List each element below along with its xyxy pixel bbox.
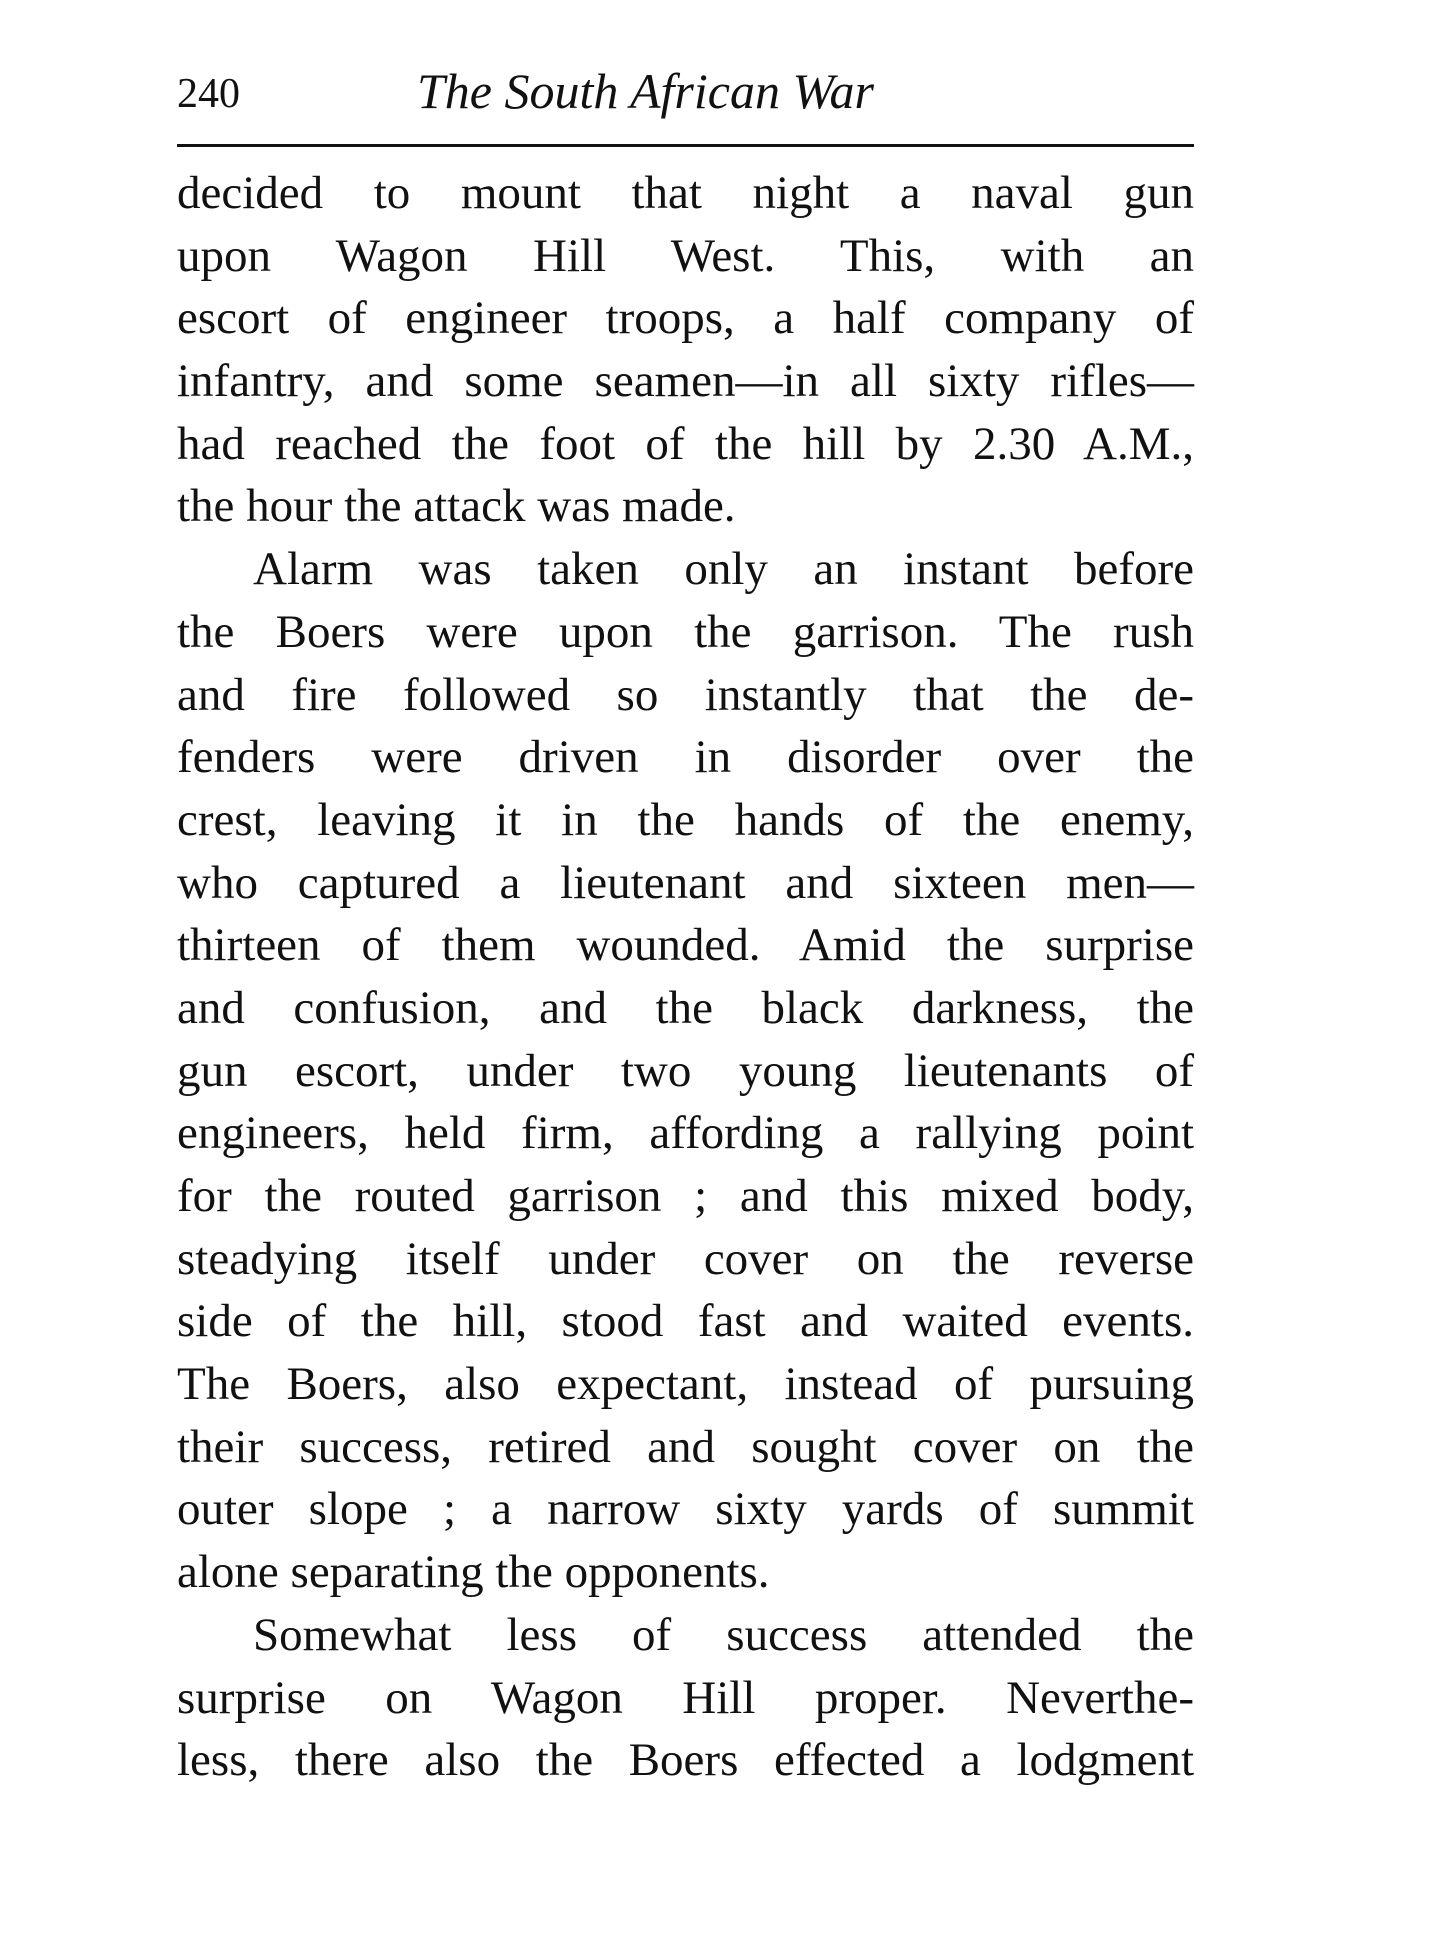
text-line: fenders were driven in disorder over the bbox=[177, 731, 1194, 784]
text-line: the Boers were upon the garrison. The rush bbox=[177, 605, 1194, 658]
text-line: less, there also the Boers effected a lodgment bbox=[177, 1734, 1194, 1787]
text-line: engineers, held firm, affording a rallying point bbox=[177, 1107, 1194, 1160]
body-text bbox=[177, 162, 1194, 1792]
text-line: their success, retired and sought cover on the bbox=[177, 1420, 1194, 1473]
text-line: thirteen of them wounded. Amid the surprise bbox=[177, 919, 1194, 972]
text-line: alone separating the opponents. bbox=[177, 1546, 770, 1599]
text-line: crest, leaving it in the hands of the enemy, bbox=[177, 793, 1194, 846]
text-line: The Boers, also expectant, instead of pursuing bbox=[177, 1358, 1194, 1411]
text-line: outer slope ; a narrow sixty yards of summit bbox=[177, 1483, 1194, 1536]
header-rule bbox=[177, 144, 1194, 147]
text-line: and confusion, and the black darkness, the bbox=[177, 981, 1194, 1034]
text-line: infantry, and some seamen—in all sixty rifles— bbox=[177, 355, 1194, 408]
text-line: Somewhat less of success attended the bbox=[253, 1608, 1194, 1661]
text-line: had reached the foot of the hill by 2.30 A.M., bbox=[177, 417, 1194, 470]
running-title: The South African War bbox=[417, 63, 874, 119]
text-line: gun escort, under two young lieutenants of bbox=[177, 1044, 1194, 1097]
page-number: 240 bbox=[177, 71, 240, 117]
text-line: for the routed garrison ; and this mixed body, bbox=[177, 1170, 1194, 1222]
running-header bbox=[177, 62, 1194, 122]
text-line: surprise on Wagon Hill proper. Neverthe- bbox=[177, 1671, 1194, 1724]
text-line: side of the hill, stood fast and waited events. bbox=[177, 1295, 1194, 1348]
text-line: decided to mount that night a naval gun bbox=[177, 167, 1194, 219]
text-line: and fire followed so instantly that the de- bbox=[177, 668, 1194, 721]
text-line: who captured a lieutenant and sixteen men— bbox=[177, 856, 1194, 909]
text-line: escort of engineer troops, a half company of bbox=[177, 292, 1194, 345]
text-line: the hour the attack was made. bbox=[177, 480, 736, 533]
text-line: upon Wagon Hill West. This, with an bbox=[177, 229, 1194, 282]
text-line: Alarm was taken only an instant before bbox=[253, 543, 1194, 596]
text-line: steadying itself under cover on the reverse bbox=[177, 1232, 1194, 1285]
